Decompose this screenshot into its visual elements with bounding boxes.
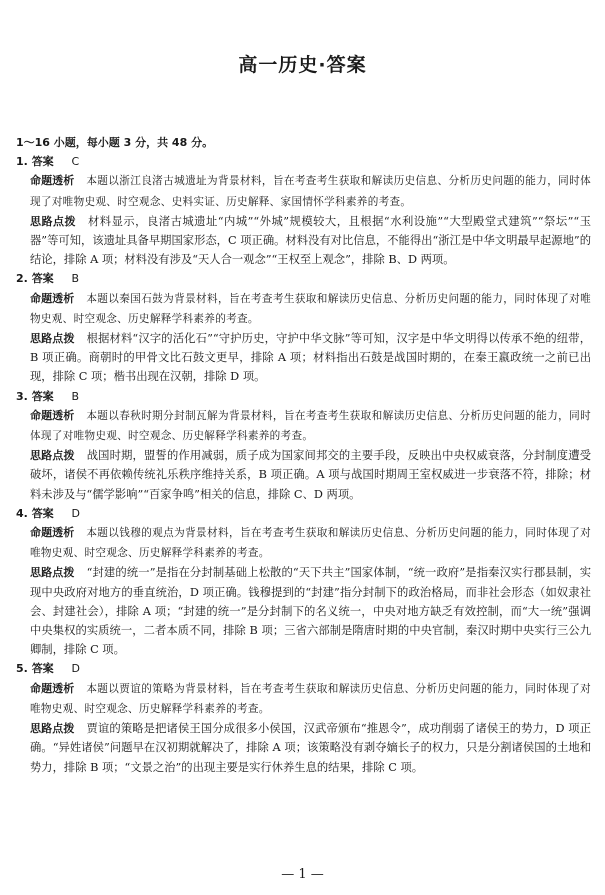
analysis-text: 本题以春秋时期分封制瓦解为背景材料，旨在考查考生获取和解读历史信息、分析历史问题的能力，同时体现了对唯物史观、时空观念、历史解释学科素养的考查。	[30, 409, 592, 443]
question-header	[16, 504, 591, 523]
analysis-label: 命题透析	[30, 526, 75, 540]
analysis-block	[16, 679, 591, 719]
hint-text: 材料显示，良渚古城遗址“内城”“外城”规模较大，且根据“水利设施”“大型殿堂式建筑”“祭坛”“玉器”等可知，该遗址具备早期国家形态，C 项正确。材料没有对比信息，不能得出“浙江是中华文明最早起源地”的结论，排除 A 项；材料没有涉及“天人合一观念”“王权至上观念”，排除 B、D 两项。	[30, 214, 591, 267]
analysis-label: 命题透析	[30, 681, 75, 695]
answer-letter: D	[71, 506, 81, 520]
analysis-block	[16, 171, 591, 211]
analysis-text: 本题以贾谊的策略为背景材料，旨在考查考生获取和解读历史信息、分析历史问题的能力，同时体现了对唯物史观、时空观念、历史解释学科素养的考查。	[30, 682, 592, 715]
answer-letter: D	[71, 662, 81, 676]
page-number: — 1 —	[281, 867, 324, 882]
analysis-text: 本题以浙江良渚古城遗址为背景材料，旨在考查考生获取和解读历史信息、分析历史问题的能力，同时体现了对唯物史观、时空观念、史料实证、历史解释、家国情怀学科素养的考查。	[30, 175, 592, 208]
question-header	[16, 387, 591, 406]
question-number: 4.	[16, 506, 28, 520]
analysis-text: 本题以秦国石鼓为背景材料，旨在考查考生获取和解读历史信息、分析历史问题的能力，同时体现了对唯物史观、时空观念、历史解释学科素养的考查。	[30, 292, 592, 325]
intro-line: 1～16 小题，每小题 3 分，共 48 分。	[16, 136, 214, 149]
analysis-block	[16, 406, 591, 446]
hint-text: 根据材料“汉字的活化石”“守护历史，守护中华文脉”等可知，汉字是中华文明得以传承不绝的纽带，B 项正确。商朝时的甲骨文比石鼓文更早，排除 A 项；材料指出石鼓是战国时期的，在秦王嬴政统一之前已出现，排除 C 项；楷书出现在汉朝，排除 D 项。	[30, 332, 592, 384]
answer-label: 答案	[31, 662, 54, 676]
hint-label: 思路点拨	[30, 722, 75, 736]
hint-block	[16, 212, 591, 270]
question-number: 1.	[16, 155, 28, 169]
analysis-block	[16, 523, 591, 563]
hint-text: 贾谊的策略是把诸侯王国分成很多小侯国，汉武帝颁布“推恩令”，成功削弱了诸侯王的势力，D 项正确。“异姓诸侯”问题早在汉初期就解决了，排除 A 项；该策略没有剥夺嫡长子的权力，只是分割诸侯国的土地和势力，排除 B 项；“文景之治”的出现主要是实行休养生息的结果，排除 C 项。	[30, 722, 591, 774]
analysis-text: 本题以钱穆的观点为背景材料，旨在考查考生获取和解读历史信息、分析历史问题的能力，同时体现了对唯物史观、时空观念、历史解释学科素养的考查。	[30, 527, 592, 560]
answer-label: 答案	[31, 155, 54, 169]
answer-label: 答案	[31, 506, 54, 520]
question-header	[16, 269, 591, 288]
analysis-label: 命题透析	[30, 174, 75, 188]
analysis-label: 命题透析	[30, 291, 75, 305]
hint-label: 思路点拨	[30, 449, 75, 463]
question-item	[16, 504, 591, 660]
hint-label: 思路点拨	[30, 566, 75, 580]
hint-text: “封建的统一”是指在分封制基础上松散的“天下共主”国家体制，“统一政府”是指秦汉实行郡县制，实现中央政府对地方的垂直统治，D 项正确。钱穆提到的“封建”指分封制下的政治格局，而非社会形态（如奴隶社会、封建社会），排除 A 项；“封建的统一”是分封制下的名义统一，中央对地方缺乏有效控制，而“大一统”强调中央集权的实质统一，二者本质不同，排除 B 项；三省六部制是隋唐时期的中央官制，秦汉时期中央实行三公九卿制，排除 C 项。	[30, 566, 591, 657]
answer-label: 答案	[31, 272, 54, 286]
answer-letter: B	[71, 272, 80, 286]
hint-label: 思路点拨	[30, 332, 75, 346]
hint-block	[16, 719, 591, 777]
answer-letter: C	[71, 155, 80, 169]
answer-label: 答案	[31, 389, 54, 403]
question-item	[16, 659, 591, 776]
question-item	[16, 152, 591, 269]
question-header	[16, 152, 591, 171]
question-item	[16, 269, 591, 386]
hint-text: 战国时期，盟誓的作用减弱，质子成为国家间邦交的主要手段，反映出中央权威衰落，分封制度遭受破坏，诸侯不再依赖传统礼乐秩序维持关系，B 项正确。A 项与战国时期周王室权威进一步衰落不符，排除；材料未涉及与“儒学影响”“百家争鸣”相关的信息，排除 C、D 两项。	[30, 449, 592, 501]
question-number: 5.	[16, 662, 28, 676]
page-title: 高一历史·答案	[238, 54, 367, 76]
answer-letter: B	[71, 389, 80, 403]
question-number: 2.	[16, 272, 28, 286]
question-number: 3.	[16, 389, 28, 403]
answer-content	[16, 133, 591, 777]
hint-label: 思路点拨	[30, 214, 76, 228]
question-header	[16, 659, 591, 678]
hint-block	[16, 563, 591, 659]
analysis-block	[16, 289, 591, 329]
analysis-label: 命题透析	[30, 408, 75, 422]
question-item	[16, 387, 591, 504]
hint-block	[16, 329, 591, 387]
hint-block	[16, 446, 591, 504]
